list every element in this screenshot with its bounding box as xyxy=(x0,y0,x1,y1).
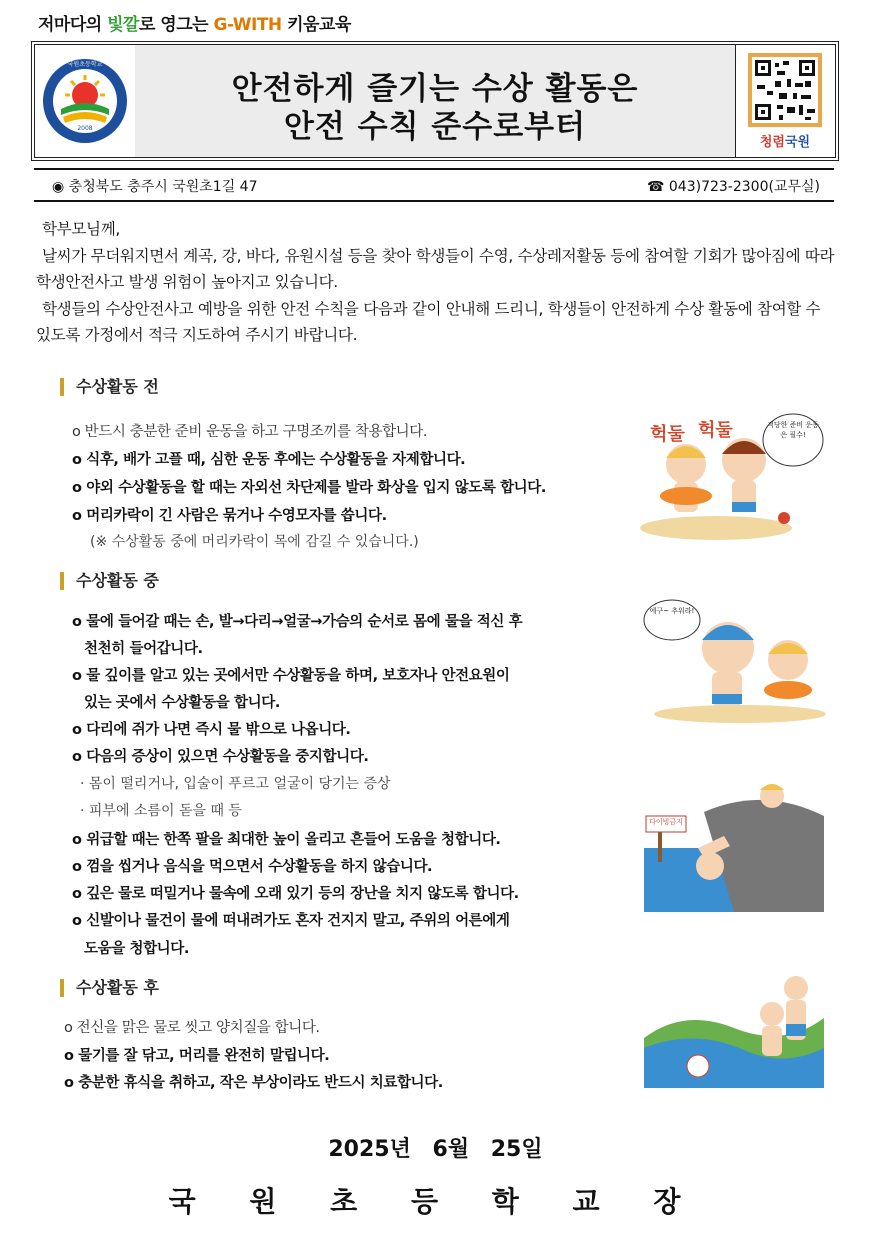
list-item: o 깊은 물로 떠밀거나 물속에 오래 있기 등의 장난을 치지 않도록 합니다. xyxy=(72,886,519,902)
washing-illustration xyxy=(644,968,824,1088)
list-item: o 머리카락이 긴 사람은 묶거나 수영모자를 씁니다. xyxy=(72,508,387,524)
brand-suffix: 국원 xyxy=(785,135,811,150)
list-item: 있는 곳에서 수상활동을 합니다. xyxy=(84,695,280,711)
intro-paragraph-2: 학생들의 수상안전사고 예방을 위한 안전 수칙을 다음과 같이 안내해 드리니, 학생들이 안전하게 수상 활동에 참여할 수 있도록 가정에서 적극 지도하여 주시기 바랍니다. xyxy=(36,299,821,344)
warmup-illustration: 헉둘 헉둘 적당한 준비 운동은 필수! xyxy=(636,406,826,546)
list-item: o 다리에 쥐가 나면 즉시 물 밖으로 나옵니다. xyxy=(72,722,351,738)
list-item: 천천히 들어갑니다. xyxy=(84,641,203,657)
list-item: o 반드시 충분한 준비 운동을 하고 구명조끼를 착용합니다. xyxy=(72,424,428,440)
list-item: o 신발이나 물건이 물에 떠내려가도 혼자 건지지 말고, 주위의 어른에게 xyxy=(72,913,510,929)
list-subitem: · 피부에 소름이 돋을 때 등 xyxy=(80,803,242,819)
school-phone: ☎ 043)723-2300(교무실) xyxy=(647,179,820,195)
document-title-line2: 안전 수칙 준수로부터 xyxy=(283,109,587,145)
list-item: o 물에 들어갈 때는 손, 발→다리→얼굴→가슴의 순서로 몸에 물을 적신 후 xyxy=(72,614,523,630)
list-item: o 전신을 맑은 물로 씻고 양치질을 합니다. xyxy=(64,1020,320,1036)
school-logo xyxy=(35,45,136,157)
list-item: o 물기를 잘 닦고, 머리를 완전히 말립니다. xyxy=(64,1048,330,1064)
qr-code[interactable] xyxy=(735,45,835,157)
list-item: 도움을 청합니다. xyxy=(84,941,190,957)
svg-text:헉둘: 헉둘 xyxy=(650,424,685,445)
section-heading-after: 수상활동 후 xyxy=(60,979,159,997)
intro-paragraph-1: 날씨가 무더워지면서 계곡, 강, 바다, 유원시설 등을 찾아 학생들이 수영, 수상레저활동 등에 참여할 기회가 많아짐에 따라 학생안전사고 발생 위험이 높아지고 있습니다. xyxy=(36,246,835,291)
list-note: (※ 수상활동 중에 머리카락이 목에 감길 수 있습니다.) xyxy=(90,534,419,550)
brand-text: 청렴 xyxy=(759,135,785,150)
document-title-line1: 안전하게 즐기는 수상 활동은 xyxy=(231,71,639,107)
list-subitem: · 몸이 떨리거나, 입술이 푸르고 얼굴이 당기는 증상 xyxy=(80,776,391,792)
list-item: o 물 깊이를 알고 있는 곳에서만 수상활동을 하며, 보호자나 안전요원이 xyxy=(72,668,510,684)
principal-signature: 국 원 초 등 학 교 장 xyxy=(168,1185,703,1218)
diving-warning-illustration: 다이빙금지 xyxy=(644,776,824,916)
section-heading-during: 수상활동 중 xyxy=(60,572,159,590)
list-item: o 위급할 때는 한쪽 팔을 최대한 높이 올리고 흔들어 도움을 청합니다. xyxy=(72,832,501,848)
letter-header xyxy=(34,44,836,158)
letter-date: 2025년 6월 25일 xyxy=(328,1137,543,1162)
list-item: o 껌을 씹거나 음식을 먹으면서 수상활동을 하지 않습니다. xyxy=(72,859,433,875)
svg-text:2008: 2008 xyxy=(77,125,93,132)
school-address: ◉ 충청북도 충주시 국원초1길 47 xyxy=(52,179,258,195)
list-item: o 야외 수상활동을 할 때는 자외선 차단제를 발라 화상을 입지 않도록 합니다. xyxy=(72,480,547,496)
section-heading-before: 수상활동 전 xyxy=(60,378,159,396)
list-item: o 다음의 증상이 있으면 수상활동을 중지합니다. xyxy=(72,749,369,765)
greeting: 학부모님께, xyxy=(42,220,120,238)
svg-text:국원초등학교: 국원초등학교 xyxy=(67,61,103,68)
intro-paragraphs xyxy=(36,216,836,349)
svg-text:헉둘: 헉둘 xyxy=(698,420,733,441)
cold-swimmers-illustration: 에구~ 추워라! xyxy=(640,596,830,726)
list-item: o 식후, 배가 고플 때, 심한 운동 후에는 수상활동을 자제합니다. xyxy=(72,452,466,468)
school-tagline: 저마다의 빛깔로 영그는 G-WITH 키움교육 xyxy=(38,15,351,35)
list-item: o 충분한 휴식을 취하고, 작은 부상이라도 반드시 치료합니다. xyxy=(64,1075,443,1091)
contact-bar xyxy=(34,168,834,202)
